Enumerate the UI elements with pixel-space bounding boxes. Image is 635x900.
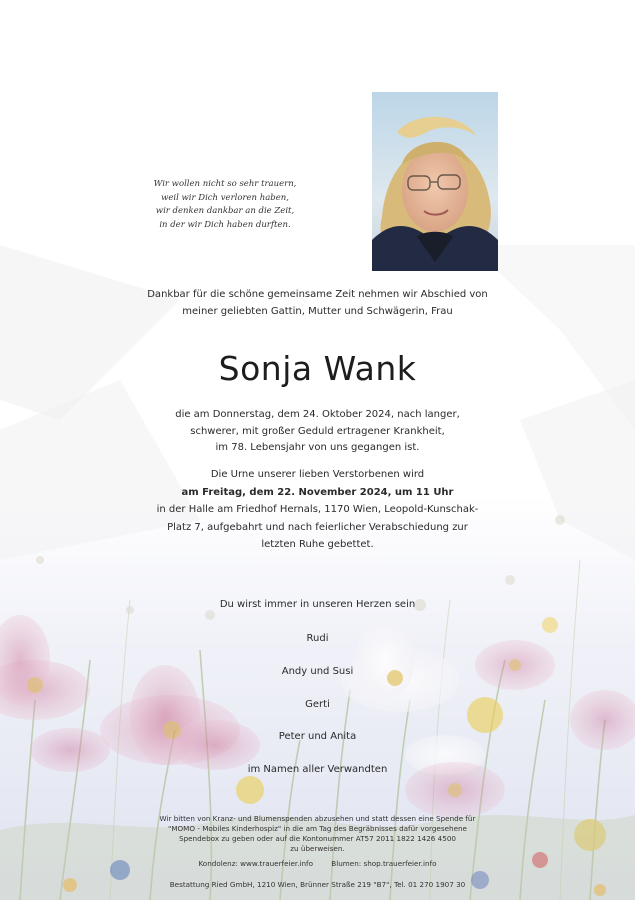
flowers-link[interactable]: Blumen: shop.trauerfeier.info xyxy=(331,859,437,868)
poem-line: Wir wollen nicht so sehr trauern, xyxy=(153,179,297,189)
intro-text xyxy=(0,287,635,320)
funeral-home-info: Bestattung Ried GmbH, 1210 Wien, Brünner Straße 219 "B7", Tel. 01 270 1907 30 xyxy=(169,880,466,889)
intro-line: meiner geliebten Gattin, Mutter und Schwägerin, Frau xyxy=(182,305,453,317)
urn-notice-line: Platz 7, aufgebahrt und nach feierlicher Verabschiedung zur xyxy=(167,521,468,533)
mourner-name: Gerti xyxy=(305,699,330,710)
poem-line: weil wir Dich verloren haben, xyxy=(161,192,289,203)
mourner-name: im Namen aller Verwandten xyxy=(247,764,388,775)
contact-line xyxy=(0,859,635,869)
intro-line: Dankbar für die schöne gemeinsame Zeit nehmen wir Abschied von xyxy=(147,289,488,300)
urn-notice-line: in der Halle am Friedhof Hernals, 1170 Wien, Leopold-Kunschak- xyxy=(156,504,479,515)
death-notice-line: im 78. Lebensjahr von uns gegangen ist. xyxy=(215,442,420,453)
memorial-poem xyxy=(140,178,310,232)
deceased-name: Sonja Wank xyxy=(218,349,417,388)
death-notice-line: die am Donnerstag, dem 24. Oktober 2024, nach langer, xyxy=(175,409,460,420)
donation-line: "MOMO - Mobiles Kinderhospiz" in die am Tag des Begräbnisses dafür vorgesehene xyxy=(168,824,467,833)
urn-notice-line: Die Urne unserer lieben Verstorbenen wird xyxy=(210,469,425,480)
mourner-name: Andy und Susi xyxy=(281,666,354,677)
death-notice xyxy=(0,407,635,457)
death-notice-line: schwerer, mit großer Geduld ertragener Krankheit, xyxy=(190,425,445,437)
mourner-name: Rudi xyxy=(306,633,329,644)
donation-notice xyxy=(0,814,635,854)
urn-notice-date: am Freitag, dem 22. November 2024, um 11 Uhr xyxy=(181,486,454,498)
closing-line: Du wirst immer in unseren Herzen sein xyxy=(219,599,416,610)
condolence-link[interactable]: Kondolenz: www.trauerfeier.info xyxy=(198,859,313,868)
poem-line: in der wir Dich haben durften. xyxy=(159,219,291,230)
donation-line: Wir bitten von Kranz- und Blumenspenden abzusehen und statt dessen eine Spende für xyxy=(159,814,476,823)
portrait-photo xyxy=(372,92,498,271)
poem-line: wir denken dankbar an die Zeit, xyxy=(155,206,295,216)
mourner-name: Peter und Anita xyxy=(278,731,357,742)
urn-notice xyxy=(0,466,635,554)
donation-line: Spendebox zu geben oder auf die Kontonummer AT57 2011 1822 1426 4500 xyxy=(179,834,456,843)
urn-notice-line: letzten Ruhe gebettet. xyxy=(261,539,374,550)
donation-line: zu überweisen. xyxy=(290,844,345,853)
